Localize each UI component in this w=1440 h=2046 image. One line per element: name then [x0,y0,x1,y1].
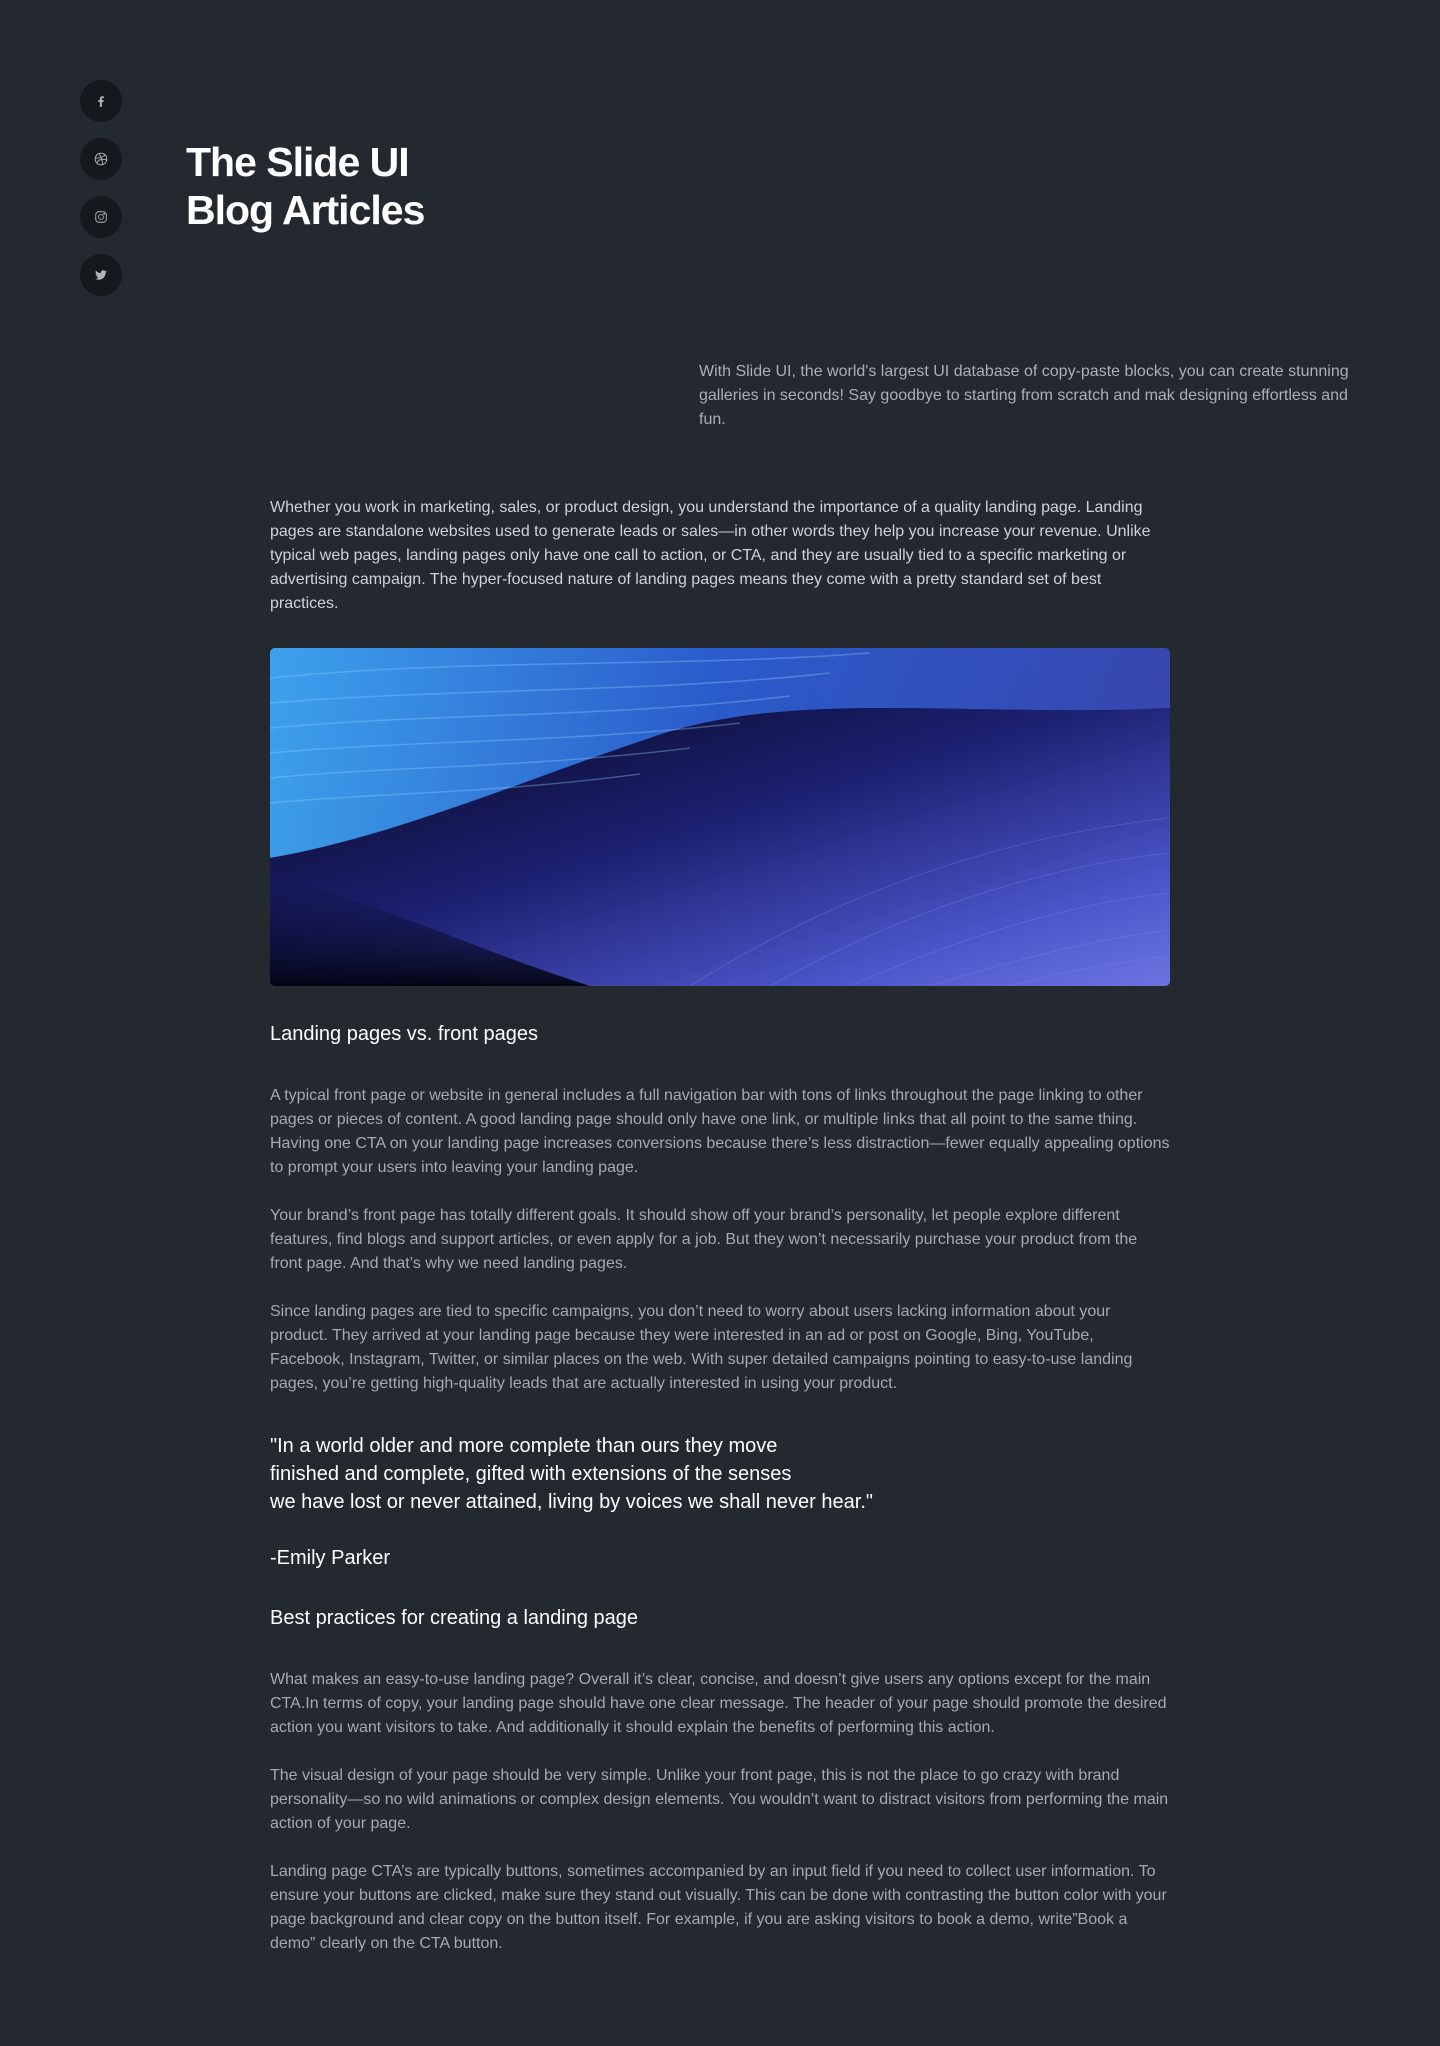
instagram-button[interactable] [80,196,122,238]
section2-paragraph-1: What makes an easy-to-use landing page? Overall it’s clear, concise, and doesn’t give users any options except for the main CTA.In terms of copy, your landing page should have one clear message. The header of your page should promote the desired action you want visitors to take. And additionally it should explain the benefits of performing this action. [270,1671,1167,1736]
facebook-button[interactable] [80,80,122,122]
article [270,496,1170,1956]
intro-text: With Slide UI, the world's largest UI database of copy-paste blocks, you can create stunning galleries in seconds! Say goodbye to starting from scratch and mak designing effortless and fun. [699,363,1349,428]
section1-paragraph-1: A typical front page or website in general includes a full navigation bar with tons of links throughout the page linking to other pages or pieces of content. A good landing page should only have one link, or multiple links that all point to the same thing. Having one CTA on your landing page increases conversions because there’s less distraction—fewer equally appealing options to prompt your users into leaving your landing page. [270,1087,1170,1176]
page-title-line-1: The Slide UI [186,139,409,185]
facebook-icon [94,94,108,108]
section2-paragraph-3: Landing page CTA’s are typically buttons, sometimes accompanied by an input field if you need to collect user information. To ensure your buttons are clicked, make sure they stand out visually. This can be done with contrasting the button color with your page background and clear copy on the button itself. For example, if you are asking visitors to book a demo, write”Book a demo” clearly on the CTA button. [270,1863,1167,1952]
hero-image [270,648,1170,986]
section1-paragraph-3: Since landing pages are tied to specific campaigns, you don’t need to worry about users lacking information about your product. They arrived at your landing page because they were interested in an ad or post on Google, Bing, YouTube, Facebook, Instagram, Twitter, or similar places on the web. With super detailed campaigns pointing to easy-to-use landing pages, you’re getting high-quality leads that are actually interested in using your product. [270,1303,1133,1392]
page-title [186,138,586,234]
section2-paragraph-2: The visual design of your page should be very simple. Unlike your front page, this is not the place to go crazy with brand personality—so no wild animations or complex design elements. You wouldn’t want to distract visitors from performing the main action of your page. [270,1767,1169,1832]
section-title-best-practices: Best practices for creating a landing page [270,1607,638,1629]
twitter-icon [94,268,108,282]
article-lead: Whether you work in marketing, sales, or product design, you understand the importance of a quality landing page. Landing pages are standalone websites used to generate leads or sales—in other words they help you increase your revenue. Unlike typical web pages, landing pages only have one call to action, or CTA, and they are usually tied to a specific marketing or advertising campaign. The hyper-focused nature of landing pages means they come with a pretty standard set of best practices. [270,499,1151,612]
section1-paragraph-2: Your brand’s front page has totally different goals. It should show off your brand’s personality, let people explore different features, find blogs and support articles, or even apply for a job. But they won’t necessarily purchase your product from the front page. And that’s why we need landing pages. [270,1207,1138,1272]
quote-author: -Emily Parker [270,1547,391,1569]
page-title-line-2: Blog Articles [186,187,425,233]
section-title-landing-vs-front: Landing pages vs. front pages [270,1023,538,1045]
twitter-button[interactable] [80,254,122,296]
dribbble-button[interactable] [80,138,122,180]
social-links [80,80,122,312]
quote-text: "In a world older and more complete than ours they move finished and complete, gifted with extensions of the senses we have lost or never attained, living by voices we shall never hear." [270,1435,873,1513]
dribbble-icon [94,152,108,166]
instagram-icon [94,210,108,224]
